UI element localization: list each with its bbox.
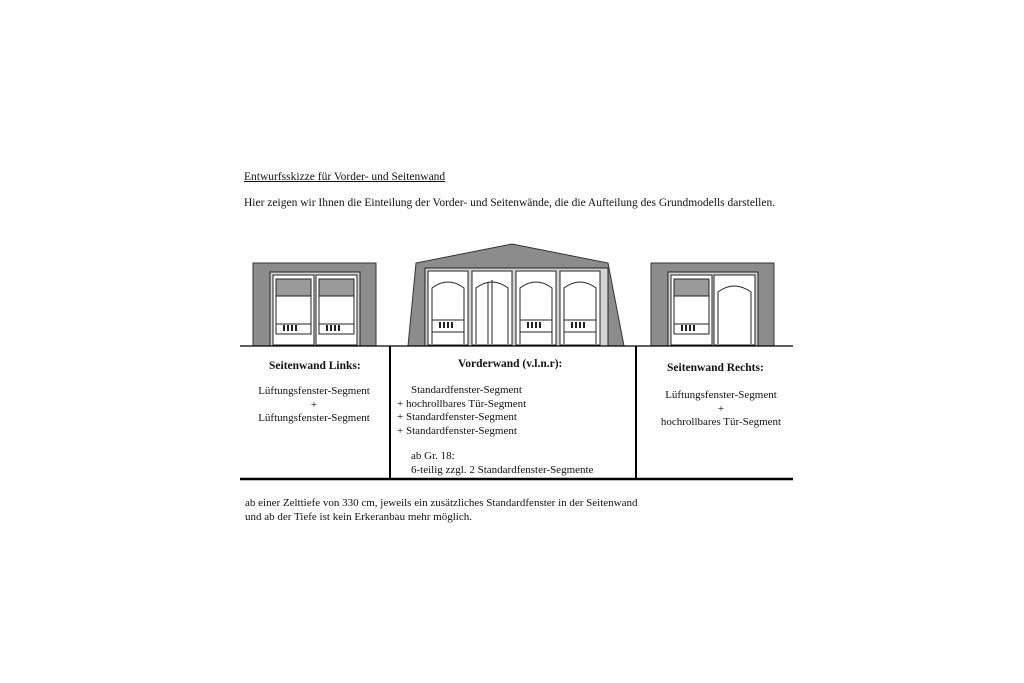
front-wall-note [411, 450, 593, 477]
front-wall-drawing [408, 244, 624, 346]
front-wall-title: Vorderwand (v.l.n.r): [458, 358, 563, 370]
front-wall-line: + hochrollbares Tür-Segment [397, 397, 527, 410]
roll-up-door-segment [472, 271, 512, 345]
left-wall-title: Seitenwand Links: [269, 360, 361, 372]
front-wall-note-line: ab Gr. 18: [411, 450, 455, 462]
right-side-wall-drawing [651, 263, 774, 346]
front-wall-line: + Standardfenster-Segment [397, 411, 517, 423]
front-wall-line: + Standardfenster-Segment [397, 424, 517, 437]
front-wall-line: Standardfenster-Segment [411, 384, 522, 396]
left-wall-description [244, 385, 384, 426]
standard-window-segment [516, 271, 556, 345]
left-wall-line: Lüftungsfenster-Segment [258, 412, 370, 424]
ventilation-segment [273, 275, 314, 345]
left-wall-line: Lüftungsfenster-Segment [258, 385, 370, 397]
left-side-wall-drawing [253, 263, 376, 346]
right-wall-line: Lüftungsfenster-Segment [665, 389, 777, 401]
right-wall-line: hochrollbares Tür-Segment [660, 416, 782, 428]
right-wall-line: + [717, 402, 725, 415]
left-wall-line: + [310, 398, 318, 411]
roll-up-door-segment [714, 275, 755, 345]
ventilation-segment [671, 275, 712, 345]
footer-note [245, 497, 638, 524]
sketch-heading: Entwurfsskizze für Vorder- und Seitenwand [244, 171, 446, 183]
intro-text: Hier zeigen wir Ihnen die Einteilung der Vorder- und Seitenwände, die die Aufteilung des Grundmodells darstellen. [244, 197, 776, 209]
right-wall-description [643, 389, 799, 430]
standard-window-segment [560, 271, 600, 345]
footer-line: und ab der Tiefe ist kein Erkeranbau mehr möglich. [245, 510, 472, 523]
front-wall-description [397, 384, 526, 438]
footer-line: ab einer Zelttiefe von 330 cm, jeweils ein zusätzliches Standardfenster in der Seitenwand [245, 497, 638, 509]
right-wall-title: Seitenwand Rechts: [667, 362, 764, 374]
front-wall-note-line: 6-teilig zzgl. 2 Standardfenster-Segmente [411, 463, 594, 476]
standard-window-segment [428, 271, 468, 345]
ventilation-segment [316, 275, 357, 345]
